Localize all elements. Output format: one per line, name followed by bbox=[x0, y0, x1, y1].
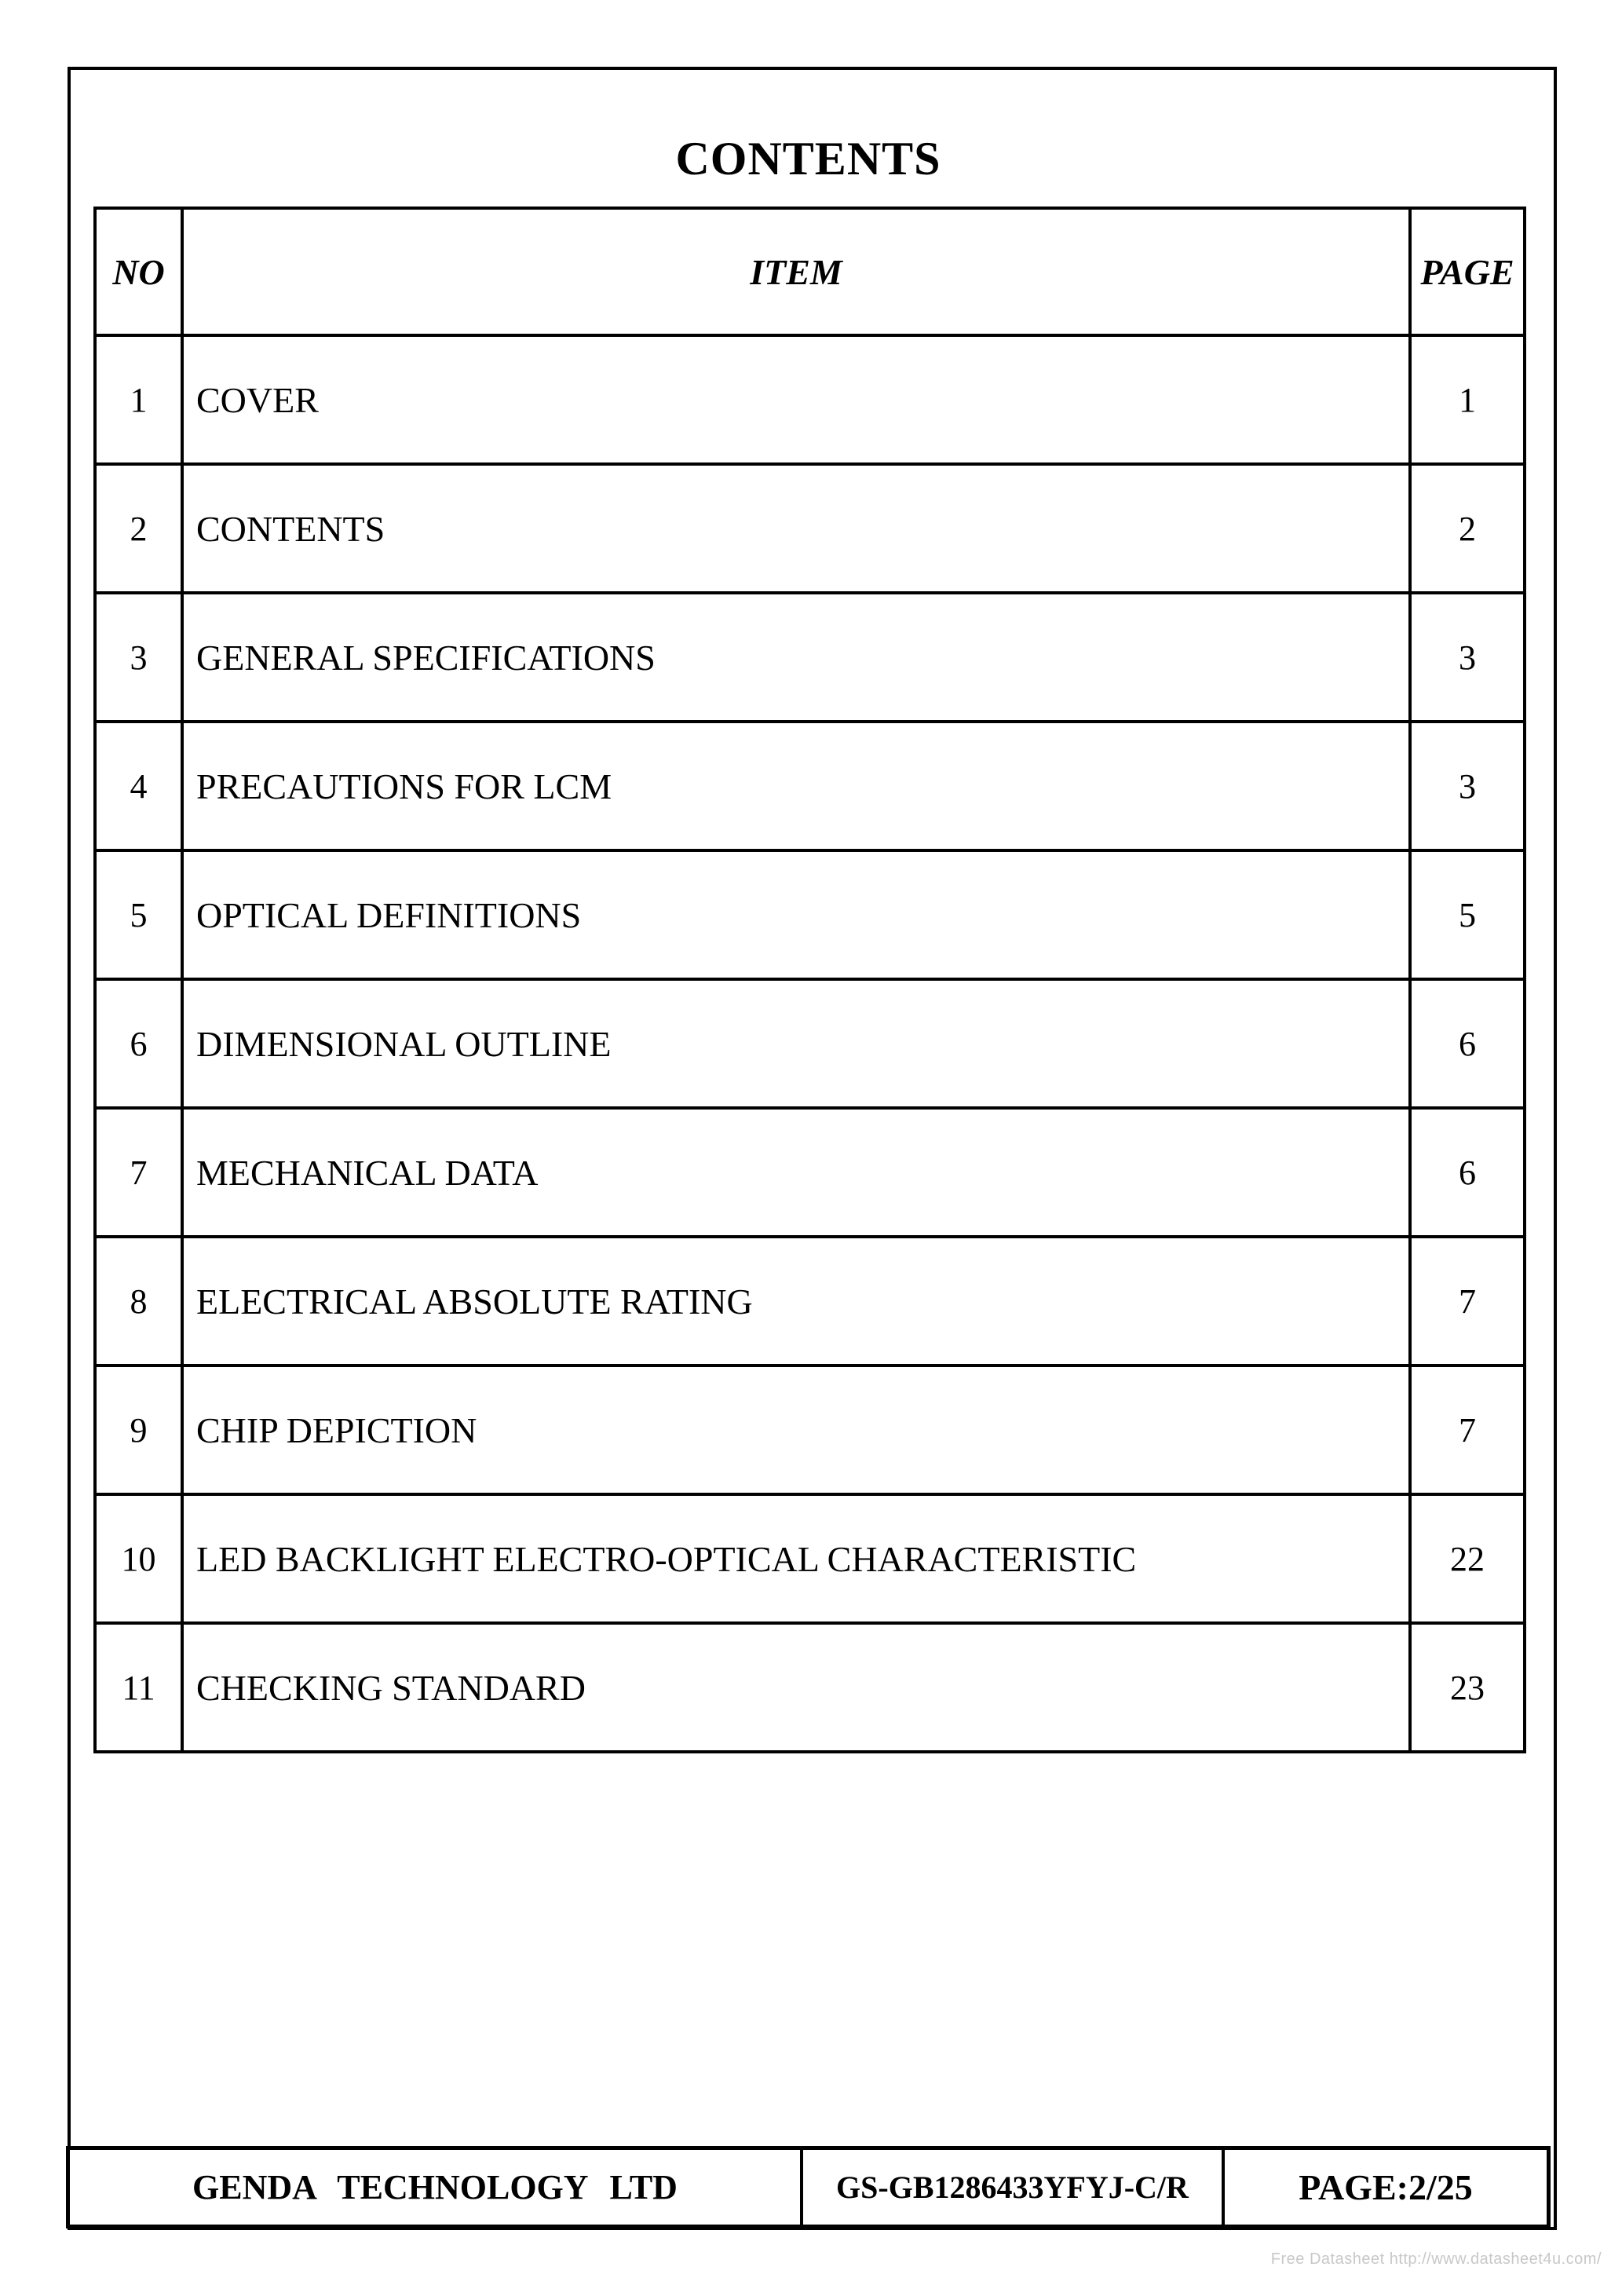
row-no: 4 bbox=[95, 722, 182, 850]
row-page: 22 bbox=[1410, 1494, 1525, 1623]
table-row bbox=[95, 722, 1525, 850]
row-item: ELECTRICAL ABSOLUTE RATING bbox=[182, 1237, 1410, 1366]
row-item: GENERAL SPECIFICATIONS bbox=[182, 593, 1410, 722]
table-row bbox=[95, 850, 1525, 979]
table-row bbox=[95, 464, 1525, 593]
row-no: 3 bbox=[95, 593, 182, 722]
row-item: DIMENSIONAL OUTLINE bbox=[182, 979, 1410, 1108]
row-no: 8 bbox=[95, 1237, 182, 1366]
row-no: 1 bbox=[95, 335, 182, 464]
watermark-text: Free Datasheet http://www.datasheet4u.com/ bbox=[1270, 2250, 1602, 2268]
row-no: 10 bbox=[95, 1494, 182, 1623]
page-title: CONTENTS bbox=[675, 133, 941, 185]
row-page: 1 bbox=[1410, 335, 1525, 464]
footer-company-name: GENDA TECHNOLOGY LTD bbox=[192, 2168, 678, 2206]
table-row bbox=[95, 1366, 1525, 1494]
row-item: CONTENTS bbox=[182, 464, 1410, 593]
table-row bbox=[95, 1623, 1525, 1752]
row-page: 5 bbox=[1410, 850, 1525, 979]
header-page: PAGE bbox=[1410, 208, 1525, 335]
row-page: 7 bbox=[1410, 1366, 1525, 1494]
row-no: 9 bbox=[95, 1366, 182, 1494]
table-row bbox=[95, 1237, 1525, 1366]
footer-document-number: GS-GB1286433YFYJ-C/R bbox=[800, 2150, 1222, 2225]
footer-title-block bbox=[66, 2146, 1551, 2228]
row-page: 7 bbox=[1410, 1237, 1525, 1366]
row-item: OPTICAL DEFINITIONS bbox=[182, 850, 1410, 979]
row-page: 6 bbox=[1410, 979, 1525, 1108]
table-row bbox=[95, 979, 1525, 1108]
row-no: 5 bbox=[95, 850, 182, 979]
table-row bbox=[95, 1108, 1525, 1237]
contents-table bbox=[93, 207, 1526, 1753]
header-no: NO bbox=[95, 208, 182, 335]
row-page: 3 bbox=[1410, 593, 1525, 722]
row-page: 3 bbox=[1410, 722, 1525, 850]
row-page: 6 bbox=[1410, 1108, 1525, 1237]
row-page: 2 bbox=[1410, 464, 1525, 593]
row-no: 2 bbox=[95, 464, 182, 593]
row-item: CHIP DEPICTION bbox=[182, 1366, 1410, 1494]
row-page: 23 bbox=[1410, 1623, 1525, 1752]
row-no: 11 bbox=[95, 1623, 182, 1752]
row-no: 7 bbox=[95, 1108, 182, 1237]
row-item: MECHANICAL DATA bbox=[182, 1108, 1410, 1237]
table-header-row bbox=[95, 208, 1525, 335]
header-item: ITEM bbox=[182, 208, 1410, 335]
row-item: PRECAUTIONS FOR LCM bbox=[182, 722, 1410, 850]
row-item: LED BACKLIGHT ELECTRO-OPTICAL CHARACTERISTIC bbox=[182, 1494, 1410, 1623]
table-row bbox=[95, 335, 1525, 464]
table-row bbox=[95, 1494, 1525, 1623]
footer-page-indicator: PAGE:2/25 bbox=[1222, 2150, 1547, 2225]
table-row bbox=[95, 593, 1525, 722]
row-no: 6 bbox=[95, 979, 182, 1108]
row-item: CHECKING STANDARD bbox=[182, 1623, 1410, 1752]
row-item: COVER bbox=[182, 335, 1410, 464]
